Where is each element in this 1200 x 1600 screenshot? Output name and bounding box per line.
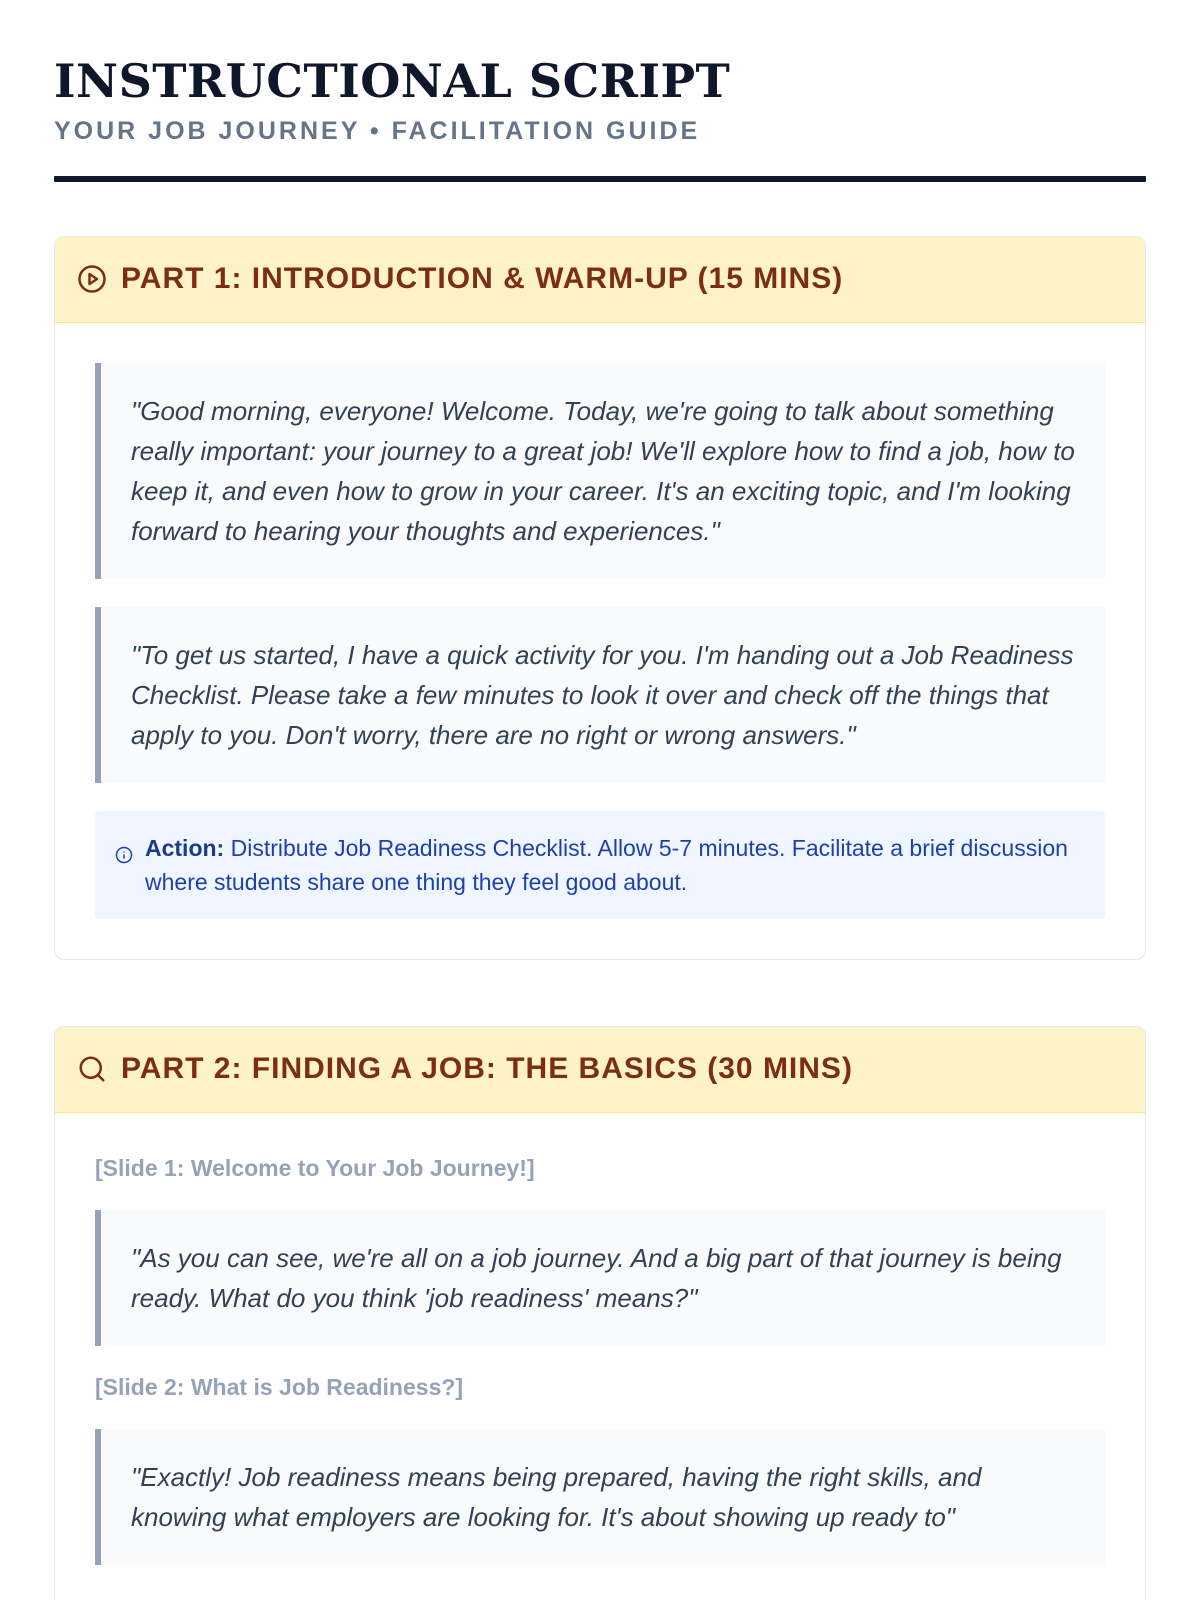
script-quote: "As you can see, we're all on a job journey. And a big part of that journey is being ready. What do you think 'job readiness' means?": [95, 1210, 1105, 1346]
slide-label: [Slide 2: What is Job Readiness?]: [95, 1373, 464, 1400]
section-header: [55, 237, 1145, 323]
document-header: [54, 0, 1146, 182]
section-title: PART 1: INTRODUCTION & WARM-UP (15 MINS): [121, 262, 844, 296]
header-divider: [54, 176, 1146, 182]
section-title: PART 2: FINDING A JOB: THE BASICS (30 MINS): [121, 1052, 853, 1086]
section-body: [55, 1113, 1145, 1600]
action-text: Distribute Job Readiness Checklist. Allow 5-7 minutes. Facilitate a brief discussion where students share one thing they feel good about.: [145, 834, 1068, 895]
script-quote: "Good morning, everyone! Welcome. Today, we're going to talk about something really important: your journey to a great job! We'll explore how to find a job, how to keep it, and even how to grow in your career. It's an exciting topic, and I'm looking forward to hearing your thoughts and experiences.": [95, 363, 1105, 579]
slide-label: [Slide 1: Welcome to Your Job Journey!]: [95, 1154, 535, 1181]
section-header: [55, 1027, 1145, 1113]
section-part-2: [54, 1026, 1146, 1600]
play-circle-icon: [77, 264, 107, 294]
search-icon: [77, 1054, 107, 1084]
document-title: INSTRUCTIONAL SCRIPT: [54, 54, 731, 108]
section-body: [55, 323, 1145, 959]
info-circle-icon: [115, 839, 133, 857]
action-text-wrap: [145, 831, 1081, 899]
script-quote: "Exactly! Job readiness means being prepared, having the right skills, and knowing what employers are looking for. It's about showing up ready to": [95, 1429, 1105, 1565]
section-part-1: [54, 236, 1146, 960]
action-label: Action:: [145, 834, 225, 861]
action-callout: [95, 811, 1105, 919]
script-quote: "To get us started, I have a quick activity for you. I'm handing out a Job Readiness Checklist. Please take a few minutes to look it over and check off the things that apply to you. Don't worry, there are no right or wrong answers.": [95, 607, 1105, 783]
document-subtitle: YOUR JOB JOURNEY • FACILITATION GUIDE: [54, 116, 701, 145]
